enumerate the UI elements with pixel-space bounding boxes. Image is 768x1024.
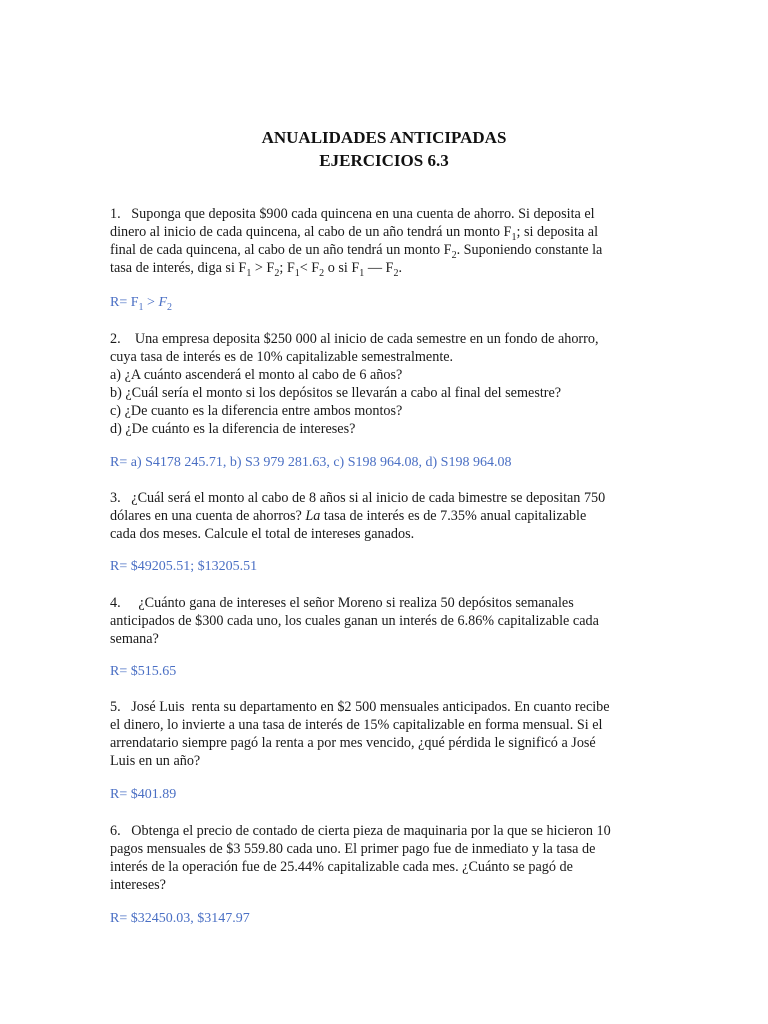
exercise-4: 4. ¿Cuánto gana de intereses el señor Moreno si realiza 50 depósitos semanales anticipados de $300 cada uno, los cuales ganan un interés de 6.86% capitalizable cada semana? — [110, 595, 599, 647]
exercise-2: 2. Una empresa deposita $250 000 al inicio de cada semestre en un fondo de ahorro, cuya tasa de interés es de 10% capitalizable semestralmente. a) ¿A cuánto ascenderá el monto al cabo de 6 años? b) ¿Cuál sería el monto si los depósitos se llevarán a cabo al final del semestre? c) ¿De cuanto es la diferencia entre ambos montos? d) ¿De cuánto es la diferencia de intereses? — [110, 330, 658, 438]
answer-5: R= $401.89 — [110, 787, 177, 802]
exercise-2-item-d: d) ¿De cuánto es la diferencia de intereses? — [110, 421, 356, 437]
exercise-2-item-c: c) ¿De cuanto es la diferencia entre ambos montos? — [110, 403, 403, 419]
document-subtitle: EJERCICIOS 6.3 — [319, 151, 449, 170]
answer-4: R= $515.65 — [110, 664, 177, 679]
exercise-3: 3. ¿Cuál será el monto al cabo de 8 años si al inicio de cada bimestre se depositan 750 dólares en una cuenta de ahorros? La tasa de interés es de 7.35% anual capitalizable cada dos meses. Calcule el total de intereses ganados. — [110, 490, 606, 542]
exercise-2-item-a: a) ¿A cuánto ascenderá el monto al cabo de 6 años? — [110, 367, 403, 383]
exercise-2-item-b: b) ¿Cuál sería el monto si los depósitos se llevarán a cabo al final del semestre? — [110, 385, 562, 401]
exercise-5: 5. José Luis renta su departamento en $2 500 mensuales anticipados. En cuanto recibe el dinero, lo invierte a una tasa de interés de 15% capitalizable en forma mensual. Si el arrendatario siempre pagó la renta a por mes vencido, ¿qué pérdida le significó a José Luis en un año? — [110, 699, 610, 769]
exercise-1: 1. Suponga que deposita $900 cada quincena en una cuenta de ahorro. Si deposita el dinero al inicio de cada quincena, al cabo de un año tendrá un monto $F_1$; si deposita al final de cada quincena, al cabo de un año tendrá un monto $F_2$. Suponiendo constante la tasa de interés, diga si $F_1 > F_2$; $F_1< F_2$ o si $F_1$ — $F_2$. — [110, 206, 603, 279]
answer-1: $R= F_1 > F_2$ — [110, 295, 172, 313]
answer-6: R= $32450.03, $3147.97 — [110, 911, 250, 926]
answer-2: R= a) S4178 245.71, b) S3 979 281.63, c) S198 964.08, d) S198 964.08 — [110, 455, 512, 470]
exercise-6: 6. Obtenga el precio de contado de cierta pieza de maquinaria por la que se hicieron 10 pagos mensuales de $3 559.80 cada uno. El primer pago fue de inmediato y la tasa de interés de la operación fue de 25.44% capitalizable cada mes. ¿Cuánto se pagó de intereses? — [110, 823, 611, 893]
document-title: ANUALIDADES ANTICIPADAS — [261, 128, 507, 147]
answer-3: R= $49205.51; $13205.51 — [110, 559, 258, 574]
